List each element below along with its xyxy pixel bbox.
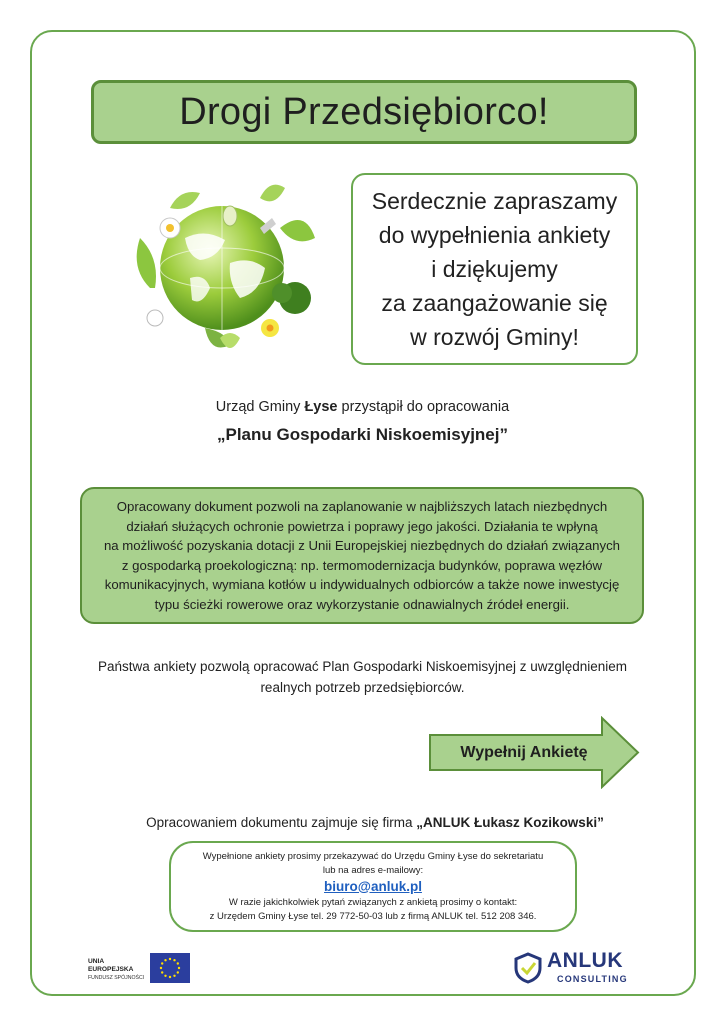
info-line: typu ścieżki rowerowe oraz wykorzystanie odnawialnych źródeł energii.	[154, 596, 570, 612]
contact-box	[169, 841, 577, 932]
info-line: Opracowany dokument pozwoli na zaplanowanie w najbliższych latach niezbędnych	[116, 499, 608, 514]
eu-logo	[88, 953, 192, 985]
anluk-sub: CONSULTING	[557, 974, 628, 984]
contact-line: Wypełnione ankiety prosimy przekazywać do Urzędu Gminy Łyse do sekretariatu	[202, 850, 544, 862]
contact-line: lub na adres e-mailowy:	[322, 864, 424, 876]
anluk-shield-icon	[513, 952, 543, 984]
info-box	[80, 487, 644, 624]
invitation-box	[351, 173, 638, 365]
firm-line	[0, 815, 725, 830]
eu-logo-line1: UNIA EUROPEJSKA	[88, 958, 134, 973]
intro-line	[0, 396, 725, 418]
eu-flag-icon	[150, 953, 190, 983]
info-line: działań służących ochronie powietrza i poprawy jego jakości. Działania te wpłyną	[126, 518, 598, 534]
title-banner	[91, 80, 637, 144]
invite-line: w rozwój Gminy!	[410, 324, 579, 350]
eco-globe-illustration	[110, 168, 332, 370]
firm-name: „ANLUK Łukasz Kozikowski”	[416, 815, 604, 830]
fill-survey-label: Wypełnij Ankietę	[460, 743, 588, 761]
para-line: realnych potrzeb przedsiębiorców.	[260, 680, 465, 695]
contact-line: W razie jakichkolwiek pytań związanych z ankietą prosimy o kontakt:	[228, 896, 518, 908]
info-line: z gospodarką proekologiczną: np. termomodernizacja budynków, poprawa węzłów	[121, 557, 603, 573]
page-title: Drogi Przedsiębiorco!	[179, 90, 549, 133]
anluk-name: ANLUK	[547, 949, 623, 972]
survey-paragraph	[0, 656, 725, 698]
firm-pre: Opracowaniem dokumentu zajmuje się firma	[146, 815, 417, 830]
plan-title: „Planu Gospodarki Niskoemisyjnej”	[217, 425, 508, 444]
info-line: komunikacyjnych, wymiana kotłów u indywidualnych odbiorców a także nowe inwestycję	[104, 577, 620, 592]
eu-logo-text	[88, 958, 148, 982]
eu-logo-line2: FUNDUSZ SPÓJNOŚCI	[88, 975, 145, 981]
invite-line: i dziękujemy	[431, 256, 558, 282]
para-line: Państwa ankiety pozwolą opracować Plan Gospodarki Niskoemisyjnej z uwzględnieniem	[97, 659, 627, 674]
invite-line: za zaangażowanie się	[381, 290, 608, 316]
intro-pre: Urząd Gminy	[215, 399, 305, 415]
invite-line: do wypełnienia ankiety	[378, 222, 611, 248]
anluk-logo	[513, 948, 637, 988]
fill-survey-button[interactable]	[428, 716, 640, 789]
invite-line: Serdecznie zapraszamy	[371, 188, 618, 214]
intro-municipality: Łyse	[304, 399, 338, 415]
email-link[interactable]: biuro@anluk.pl	[324, 878, 422, 894]
intro-text	[0, 396, 725, 450]
intro-post: przystąpił do opracowania	[337, 399, 510, 415]
info-line: na możliwość pozyskania dotacji z Unii Europejskiej niezbędnych do działań związanych	[103, 538, 621, 553]
contact-line: z Urzędem Gminy Łyse tel. 29 772-50-03 lub z firmą ANLUK tel. 512 208 346.	[209, 910, 537, 922]
